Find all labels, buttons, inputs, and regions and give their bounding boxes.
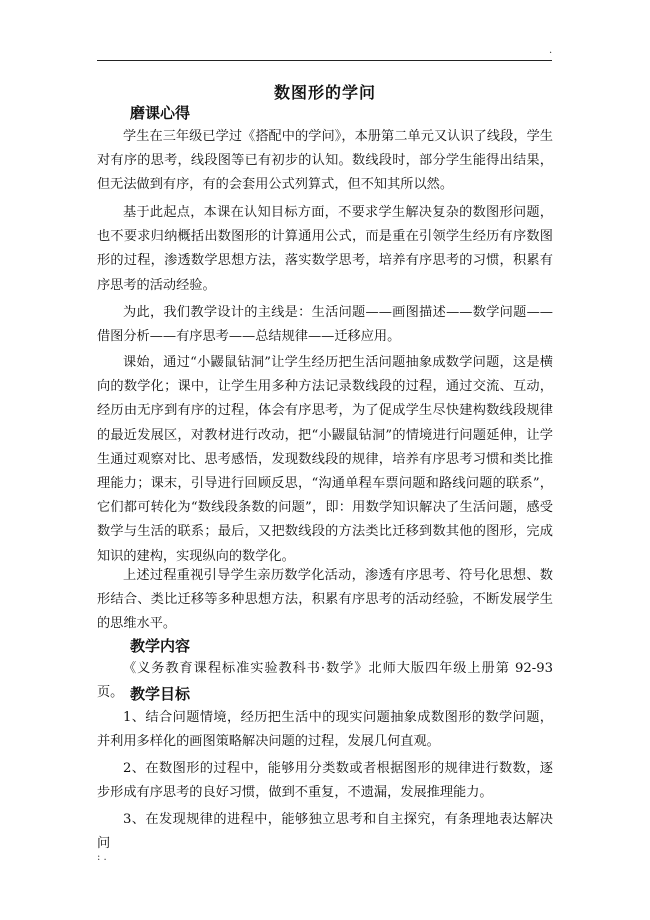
paragraph: 上述过程重视引导学生亲历数学化活动，渗透有序思考、符号化思想、数形结合、类比迁移等多种思想方法，积累有序思考的活动经验，不断发展学生的思维水平。 bbox=[97, 568, 553, 632]
objective-item: 1、结合问题情境，经历把生活中的现实问题抽象成数图形的数学问题，并利用多样化的画图策略解决问题的过程，发展几何直观。 bbox=[97, 710, 553, 750]
section-heading-objectives: 教学目标 bbox=[130, 685, 191, 703]
header-mark: . bbox=[549, 45, 553, 56]
paragraph: 学生在三年级已学过《搭配中的学问》，本册第二单元又认识了线段，学生对有序的思考，线段图等已有初步的认知。数线段时，部分学生能得出结果，但无法做到有序，有的会套用公式列算式，但不知其所以然。 bbox=[97, 129, 553, 193]
objective-item: 3、在发现规律的进程中，能够独立思考和自主探究，有条理地表达解决问 bbox=[97, 812, 553, 852]
header-rule bbox=[97, 60, 552, 61]
objective-item: 2、在数图形的过程中，能够用分类数或者根据图形的规律进行数数，逐步形成有序思考的良好习惯，做到不重复，不遗漏，发展推理能力。 bbox=[97, 761, 553, 801]
paragraph: 为此，我们教学设计的主线是：生活问题——画图描述——数学问题——借图分析——有序思考——总结规律——迁移应用。 bbox=[97, 305, 553, 345]
section-heading-content: 教学内容 bbox=[130, 637, 191, 655]
paragraph: 课始，通过“小鼹鼠钻洞”让学生经历把生活问题抽象成数学问题，这是横向的数学化；课中，让学生用多种方法记录数线段的过程，通过交流、互动，经历由无序到有序的过程，体会有序思考，为了促成学生尽快建构数线段规律的最近发展区，对教材进行改动，把“小鼹鼠钻洞”的情境进行问题延伸，让学生通过观察对比、思考感悟，发现数线段的规律，培养有序思考习惯和类比推理能力；课末，引导进行回顾反思，“沟通单程车票问题和路线问题的联系”，它们都可转化为“数线段条数的问题”，即：用数学知识解决了生活问题，感受数学与生活的联系；最后，又把数线段的方法类比迁移到数其他的图形，完成知识的建构，实现纵向的数学化。 bbox=[97, 355, 553, 564]
paragraph: 基于此起点，本课在认知目标方面，不要求学生解决复杂的数图形问题，也不要求归纳概括出数图形的计算通用公式，而是重在引领学生经历有序数图形的过程，渗透数学思想方法，落实数学思考，培养有序思考的习惯，积累有序思考的活动经验。 bbox=[97, 205, 553, 293]
page-title: 数图形的学问 bbox=[273, 83, 376, 102]
section-heading-reflection: 磨课心得 bbox=[130, 104, 191, 122]
footer-mark: : . bbox=[97, 852, 107, 863]
paragraph: 《义务教育课程标准实验教科书·数学》北师大版四年级上册第 92-93 页。 bbox=[97, 661, 553, 701]
